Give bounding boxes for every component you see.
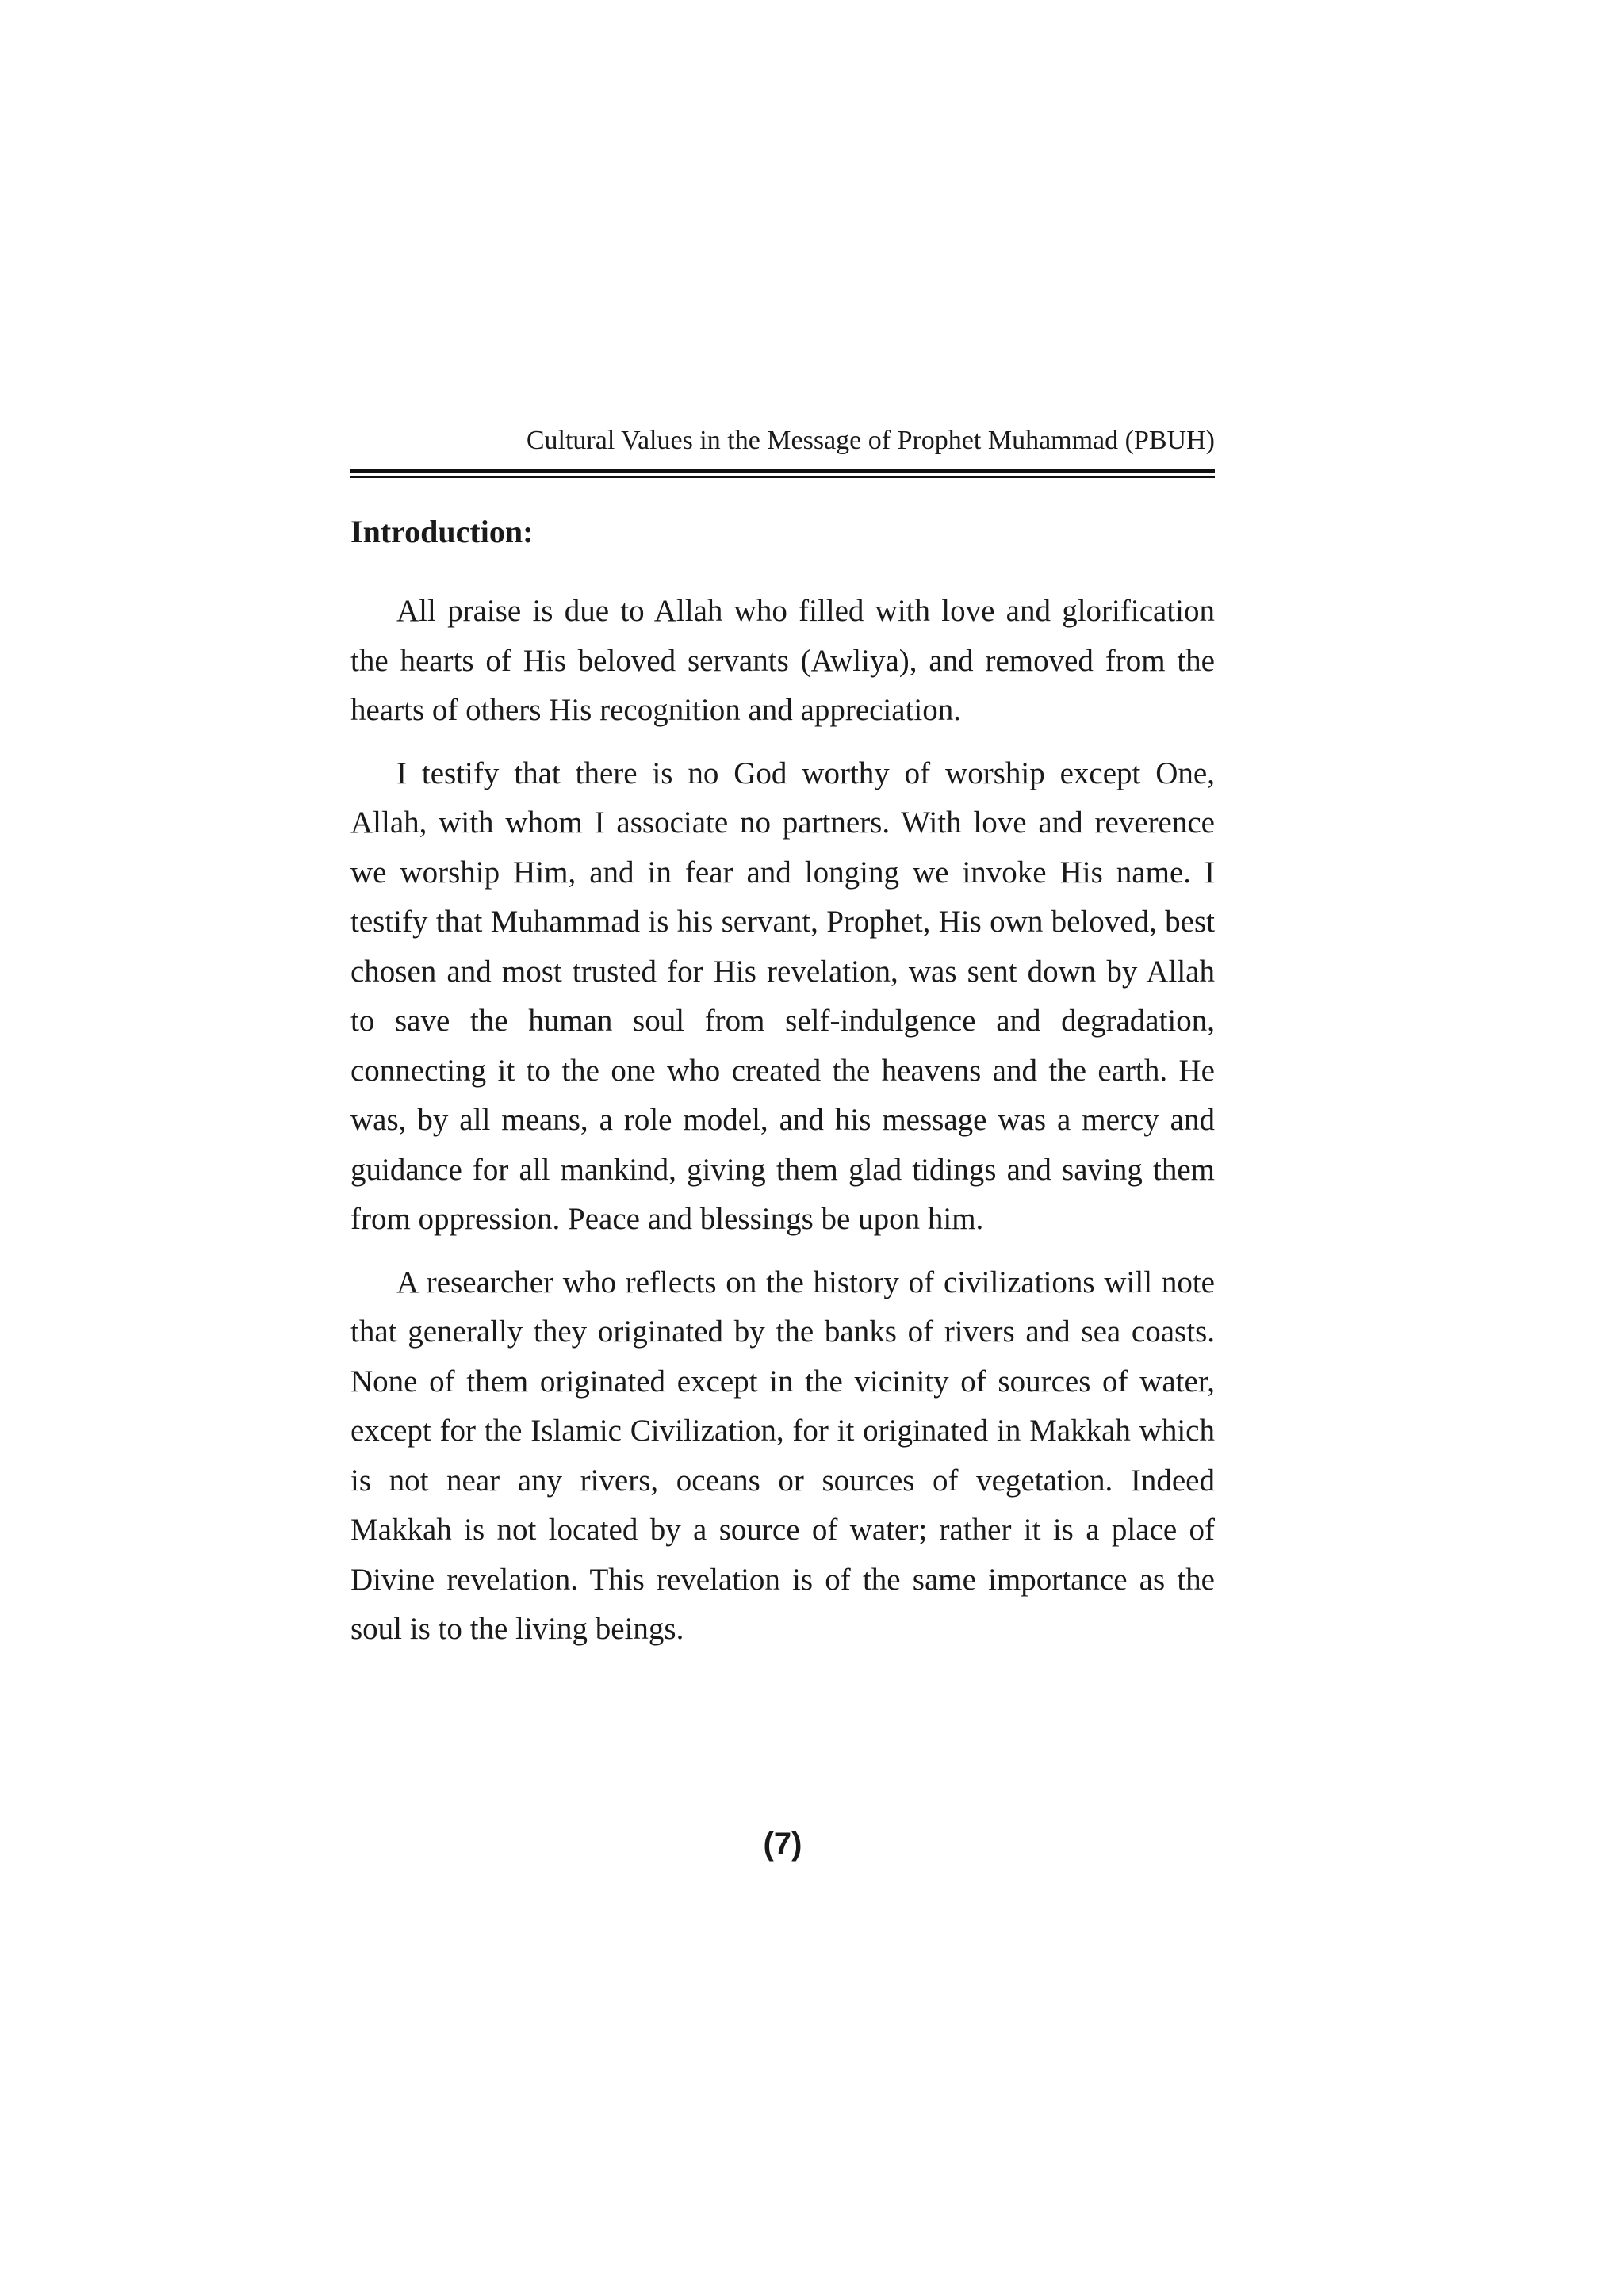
paragraph: All praise is due to Allah who filled with love and glorification the hearts of His beloved servants (Awliya), and removed from the hearts of others His recognition and appreciation. — [350, 594, 1215, 727]
header-rule — [350, 469, 1215, 473]
running-header: Cultural Values in the Message of Prophet Muhammad (PBUH) — [526, 426, 1215, 455]
section-heading: Introduction: — [350, 514, 534, 549]
page-body — [350, 507, 1215, 1668]
paragraph: A researcher who reflects on the history of civilizations will note that generally they originated by the banks of rivers and sea coasts. None of them originated except in the vicinity of sources of water, except for the Islamic Civilization, for it originated in Makkah which is not near any rivers, oceans or sources of vegetation. Indeed Makkah is not located by a source of water; rather it is a place of Divine revelation. This revelation is of the same importance as the soul is to the living beings. — [350, 1265, 1215, 1646]
header-rule-thin — [350, 476, 1215, 478]
page-number: (7) — [763, 1827, 802, 1862]
paragraph: I testify that there is no God worthy of worship except One, Allah, with whom I associate no partners. With love and reverence we worship Him, and in fear and longing we invoke His name. I testify that Muhammad is his servant, Prophet, His own beloved, best chosen and most trusted for His revelation, was sent down by Allah to save the human soul from self-indulgence and degradation, connecting it to the one who created the heavens and the earth. He was, by all means, a role model, and his message was a mercy and guidance for all mankind, giving them glad tidings and saving them from oppression. Peace and blessings be upon him. — [350, 756, 1215, 1236]
